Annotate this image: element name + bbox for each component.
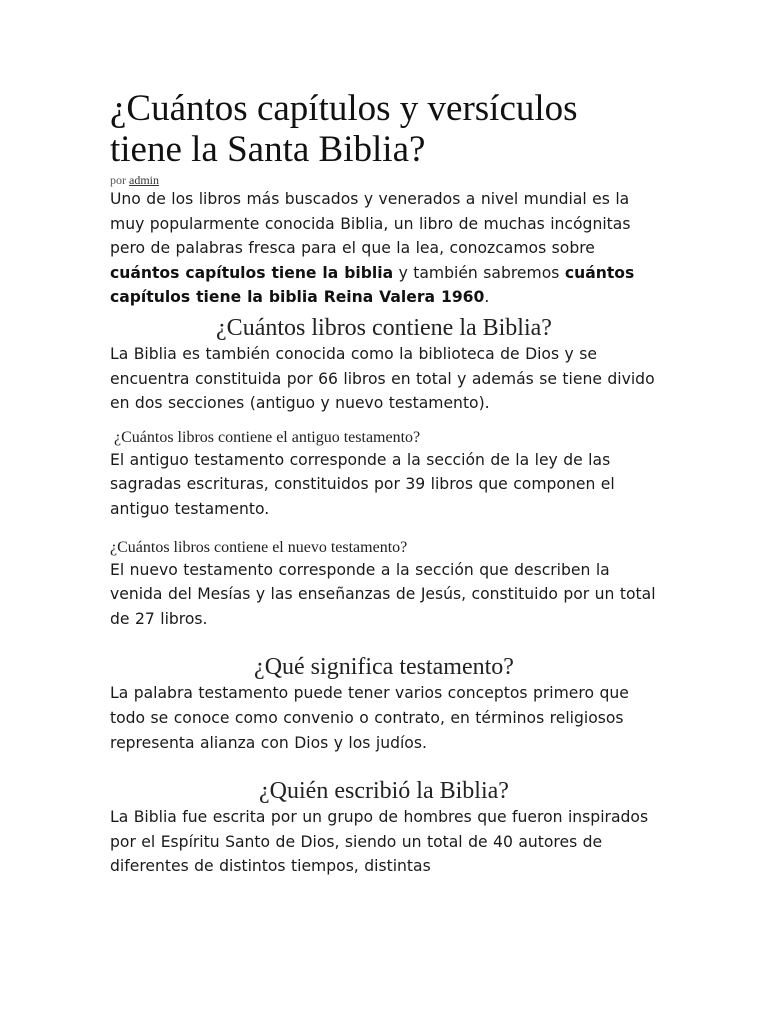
intro-bold-1: cuántos capítulos tiene la biblia xyxy=(110,263,394,282)
section-paragraph: La Biblia fue escrita por un grupo de hombres que fueron inspirados por el Espíritu Santo de Dios, siendo un total de 40 autores de diferentes de distintos tiempos, distintas xyxy=(110,808,649,876)
intro-text-3: . xyxy=(484,288,490,307)
byline xyxy=(110,173,658,187)
intro-text-1: Uno de los libros más buscados y venerados a nivel mundial es la muy popularmente conocida Biblia, un libro de muchas incógnitas pero de palabras fresca para el que la lea, conozcamos sobre xyxy=(110,190,631,258)
section-paragraph: La palabra testamento puede tener varios conceptos primero que todo se conoce como convenio o contrato, en términos religiosos representa alianza con Dios y los judíos. xyxy=(110,684,629,752)
intro-paragraph xyxy=(110,187,658,310)
author-link[interactable]: admin xyxy=(129,173,159,187)
article-title: ¿Cuántos capítulos y versículos tiene la Santa Biblia? xyxy=(110,88,578,170)
intro-text-2: y también sabremos xyxy=(393,263,565,282)
section-paragraph: La Biblia es también conocida como la biblioteca de Dios y se encuentra constituida por 66 libros en total y además se tiene divido en dos secciones (antiguo y nuevo testamento). xyxy=(110,344,655,413)
document-page xyxy=(110,88,658,879)
subsection-heading: ¿Cuántos libros contiene el nuevo testamento? xyxy=(110,538,408,556)
section-paragraph: El antiguo testamento corresponde a la sección de la ley de las sagradas escrituras, constituidos por 39 libros que componen el antiguo testamento. xyxy=(110,450,615,518)
section-paragraph: El nuevo testamento corresponde a la sección que describen la venida del Mesías y las enseñanzas de Jesús, constituido por un total de 27 libros. xyxy=(110,560,656,628)
subsection-heading: ¿Cuántos libros contiene el antiguo testamento? xyxy=(114,428,421,446)
section-heading: ¿Cuántos libros contiene la Biblia? xyxy=(216,314,552,341)
section-heading: ¿Qué significa testamento? xyxy=(254,654,514,681)
section-heading: ¿Quién escribió la Biblia? xyxy=(259,778,509,805)
byline-prefix: por xyxy=(110,173,126,187)
intro-bold-2: cuántos capítulos tiene la biblia Reina Valera 1960 xyxy=(110,263,635,307)
